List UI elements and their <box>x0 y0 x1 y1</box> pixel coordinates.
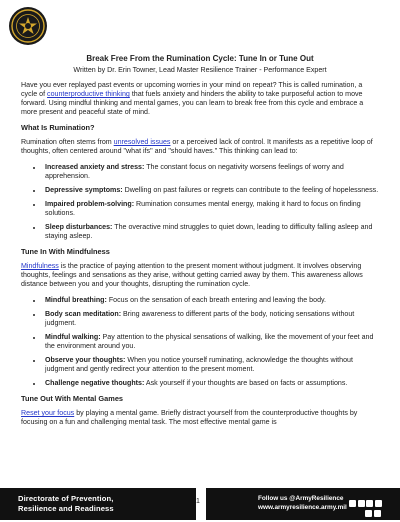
facebook-icon[interactable] <box>349 500 356 507</box>
rumination-effects-list <box>21 163 379 242</box>
reset-your-focus-link[interactable]: Reset your focus <box>21 409 75 418</box>
page-title: Break Free From the Rumination Cycle: Tune In or Tune Out <box>86 54 314 63</box>
intro-paragraph <box>21 81 379 117</box>
counterproductive-thinking-link[interactable]: counterproductive thinking <box>47 90 130 99</box>
mindfulness-link[interactable]: Mindfulness <box>21 262 59 271</box>
intro-text-2: that fuels anxiety and hinders the ability to take purposeful action to move forward. Using mindful thinking and mental games, you can learn to break free from this cycle and embrace a more present and peaceful state of mind. <box>21 90 364 117</box>
list-item-term: Impaired problem-solving: <box>45 199 135 208</box>
rumination-paragraph <box>21 138 379 156</box>
footer-social <box>258 494 347 512</box>
mental-games-paragraph <box>21 409 379 427</box>
list-item-term: Observe your thoughts: <box>45 355 126 364</box>
list-item-term: Body scan meditation: <box>45 309 122 318</box>
list-item-text: Dwelling on past failures or regrets can contribute to the feeling of hopelessness. <box>122 185 379 194</box>
rumination-text-2: or a perceived lack of control. It manifests as a repetitive loop of thoughts, often centered around "what ifs" and "should haves." This thinking can lead to: <box>21 138 373 156</box>
unresolved-issues-link[interactable]: unresolved issues <box>113 138 171 147</box>
footer-website-link[interactable]: www.armyresilience.army.mil <box>258 504 347 511</box>
section-heading-mental-games: Tune Out With Mental Games <box>21 394 124 404</box>
list-item <box>43 163 379 181</box>
list-item-text: The constant focus on negativity worsens feelings of worry and apprehension. <box>45 162 344 180</box>
list-item <box>43 186 379 195</box>
list-item <box>43 356 379 374</box>
list-item-text: Focus on the sensation of each breath entering and leaving the body. <box>106 295 327 304</box>
list-item-term: Increased anxiety and stress: <box>45 162 145 171</box>
byline: Written by Dr. Erin Towner, Lead Master Resilience Trainer - Performance Expert <box>73 66 327 74</box>
intro-text-1: Have you ever replayed past events or upcoming worries in your mind on repeat? This is called rumination, a cycle of <box>21 81 363 99</box>
list-item <box>43 200 379 218</box>
list-item <box>43 310 379 328</box>
header <box>0 0 400 45</box>
list-item <box>43 333 379 351</box>
social-icons <box>349 494 385 503</box>
list-item-text: Ask yourself if your thoughts are based on facts or assumptions. <box>144 379 348 388</box>
rumination-text-1: Rumination often stems from <box>21 138 114 147</box>
article-body <box>21 54 379 433</box>
list-item-text: Bring awareness to different parts of the body, noticing sensations without judgment. <box>45 309 355 327</box>
list-item-term: Mindful walking: <box>45 332 101 341</box>
web-icons <box>365 504 385 513</box>
x-icon[interactable] <box>358 500 365 507</box>
section-heading-mindfulness: Tune In With Mindfulness <box>21 247 110 257</box>
linkedin-icon[interactable] <box>374 510 381 517</box>
list-item-text: The overactive mind struggles to quiet down, leading to difficulty falling asleep and staying asleep. <box>45 223 373 241</box>
list-item <box>43 379 379 388</box>
web-icon[interactable] <box>365 510 372 517</box>
army-seal-icon <box>8 6 48 46</box>
list-item <box>43 223 379 241</box>
list-item-text: When you notice yourself ruminating, acknowledge the thoughts without judgment and gently redirect your attention to the present moment. <box>45 355 353 374</box>
footer-department-line-2: Resilience and Readiness <box>18 504 114 513</box>
list-item-term: Depressive symptoms: <box>45 185 123 194</box>
footer-department-line-1: Directorate of Prevention, <box>18 494 114 503</box>
list-item <box>43 296 379 305</box>
page-number: 1 <box>196 498 200 505</box>
section-heading-rumination: What Is Rumination? <box>21 123 95 133</box>
list-item-term: Challenge negative thoughts: <box>45 379 145 388</box>
footer-department <box>18 494 114 514</box>
footer-social-handle[interactable]: Follow us @ArmyResilience <box>258 495 344 502</box>
list-item-text: Pay attention to the physical sensations of walking, like the movement of your feet and the environment around you. <box>45 332 374 350</box>
mental-games-text: by playing a mental game. Briefly distract yourself from the counterproductive thoughts by focusing on a fun and challenging mental task. The most effective mental game is <box>21 409 358 427</box>
list-item-text: Rumination consumes mental energy, making it hard to focus on finding solutions. <box>45 199 361 217</box>
list-item-term: Mindful breathing: <box>45 295 107 304</box>
mindfulness-text: is the practice of paying attention to the present moment without judgment. It involves observing thoughts, feelings and sensations as they arise, without getting carried away by them. This awareness allows distance between you and your thoughts, disrupting the rumination cycle. <box>21 262 363 289</box>
mindfulness-practices-list <box>21 296 379 389</box>
mindfulness-paragraph <box>21 262 379 289</box>
list-item-term: Sleep disturbances: <box>45 223 113 232</box>
